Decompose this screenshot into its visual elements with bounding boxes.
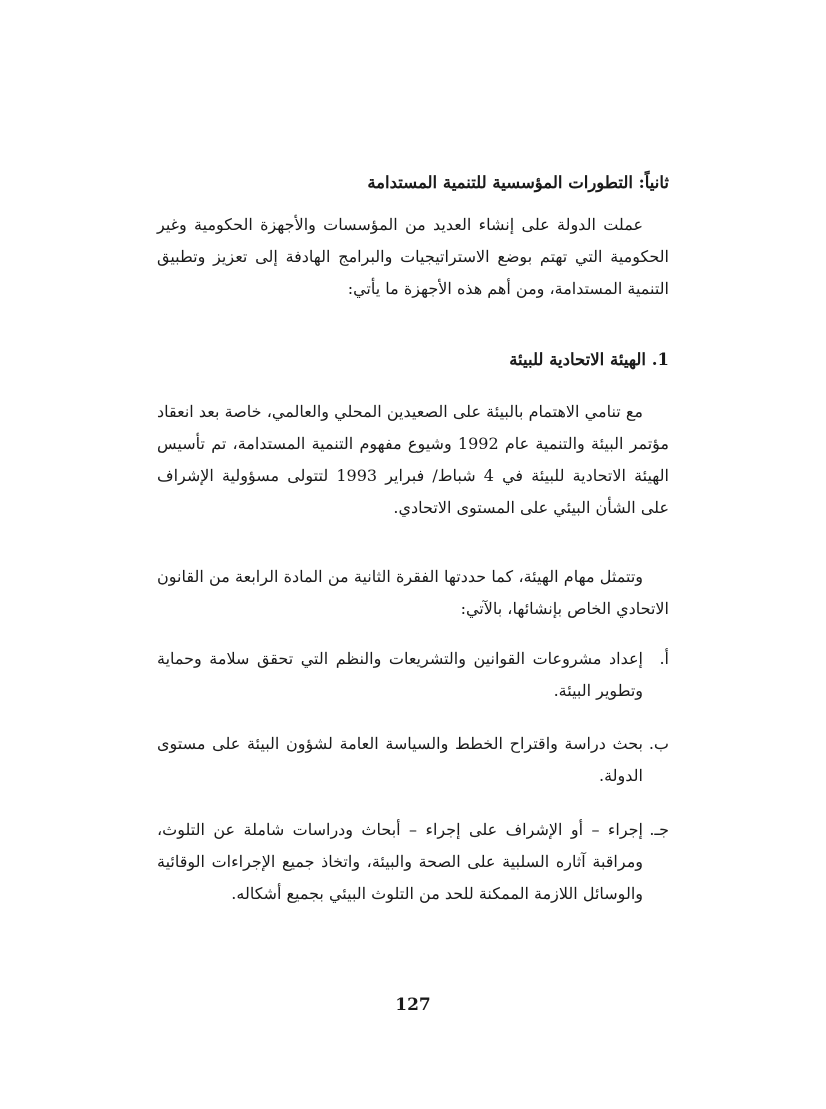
list-item-text: بحث دراسة واقتراح الخطط والسياسة العامة لشؤون البيئة على مستوى الدولة. [157, 734, 643, 785]
subsection-title: 1. الهيئة الاتحادية للبيئة [509, 350, 669, 369]
list-item-text: إعداد مشروعات القوانين والتشريعات والنظم التي تحقق سلامة وحماية وتطوير البيئة. [157, 649, 643, 700]
document-page [157, 0, 669, 1109]
list-item-marker: ب. [648, 734, 669, 753]
list-item-text: إجراء – أو الإشراف على إجراء – أبحاث ودراسات شاملة عن التلوث، ومراقبة آثاره السلبية على الصحة والبيئة، واتخاذ جميع الإجراءات الوقائية والوسائل اللازمة الممكنة للحد من التلوث البيئي بجميع أشكاله. [157, 820, 643, 903]
section-title: ثانياً: التطورات المؤسسية للتنمية المستدامة [367, 173, 669, 192]
list-item [157, 728, 669, 792]
list-item-marker: جـ. [649, 820, 669, 839]
list-item [157, 814, 669, 910]
list-item [157, 643, 669, 707]
tasks-intro-paragraph: وتتمثل مهام الهيئة، كما حددتها الفقرة الثانية من المادة الرابعة من القانون الاتحادي الخاص بإنشائها، بالآتي: [157, 567, 669, 618]
page-number: 127 [395, 995, 431, 1015]
list-item-marker: أ. [659, 649, 669, 668]
agency-paragraph: مع تنامي الاهتمام بالبيئة على الصعيدين المحلي والعالمي، خاصة بعد انعقاد مؤتمر البيئة والتنمية عام 1992 وشيوع مفهوم التنمية المستدامة، تم تأسيس الهيئة الاتحادية للبيئة في 4 شباط/ فبراير 1993 لتتولى مسؤولية الإشراف على الشأن البيئي على المستوى الاتحادي. [157, 402, 670, 517]
intro-paragraph: عملت الدولة على إنشاء العديد من المؤسسات والأجهزة الحكومية وغير الحكومية التي تهتم بوضع الاستراتيجيات والبرامج الهادفة إلى تعزيز وتطبيق التنمية المستدامة، ومن أهم هذه الأجهزة ما يأتي: [157, 215, 669, 298]
